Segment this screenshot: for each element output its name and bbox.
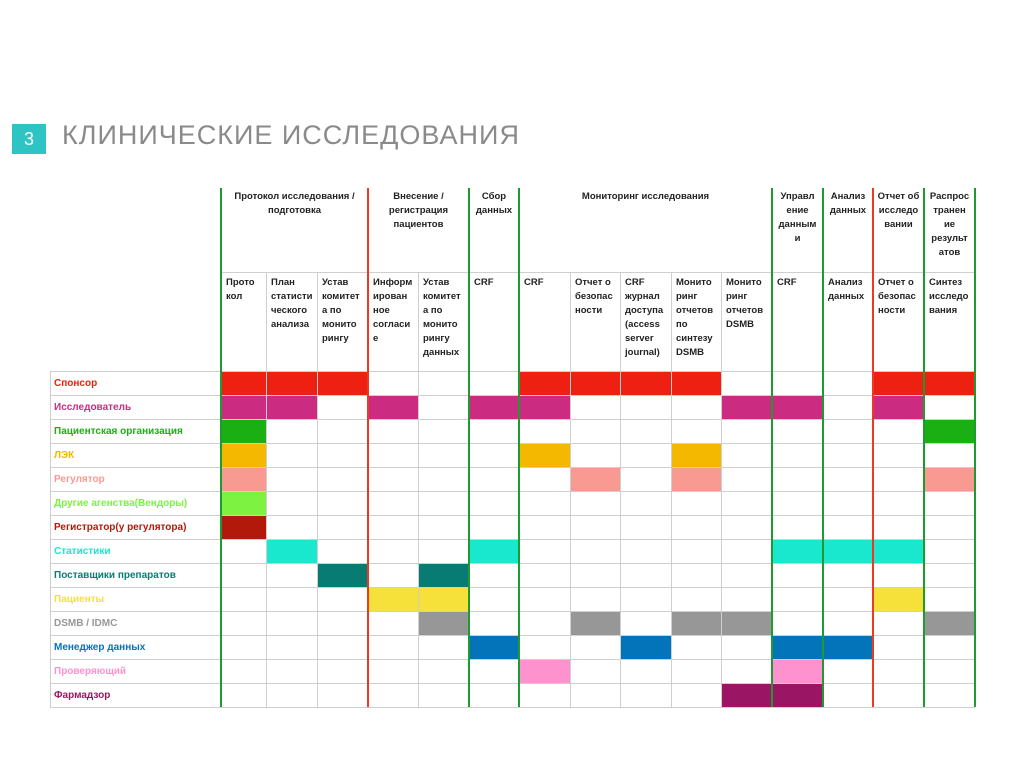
- matrix-cell-filled: [368, 587, 418, 611]
- row-label: Регулятор: [54, 473, 105, 485]
- matrix-cell-filled: [570, 371, 620, 395]
- grid-line-horizontal: [50, 443, 975, 444]
- matrix-cell-filled: [519, 371, 570, 395]
- group-divider: [923, 188, 925, 707]
- matrix-cell-filled: [924, 611, 975, 635]
- group-header: Отчет об исследо вании: [877, 191, 920, 230]
- grid-line-vertical: [671, 272, 672, 707]
- column-header: Информ ирован ное согласи е: [373, 277, 413, 344]
- grid-line-vertical: [570, 272, 571, 707]
- grid-line-horizontal: [50, 587, 975, 588]
- matrix-cell-filled: [671, 371, 721, 395]
- column-header: Анализ данных: [828, 277, 865, 302]
- matrix-cell-filled: [418, 563, 469, 587]
- grid-line-horizontal: [50, 515, 975, 516]
- matrix-cell-filled: [721, 395, 772, 419]
- matrix-cell-filled: [519, 395, 570, 419]
- matrix-cell-filled: [221, 515, 266, 539]
- matrix-cell-filled: [873, 395, 924, 419]
- column-header: Прото кол: [226, 277, 255, 302]
- grid-line-vertical: [50, 371, 51, 707]
- row-label: Поставщики препаратов: [54, 569, 176, 581]
- row-label: Фармадзор: [54, 689, 111, 701]
- matrix-cell-filled: [519, 659, 570, 683]
- column-header: План статисти ческого анализа: [271, 277, 313, 330]
- matrix-cell-filled: [772, 683, 823, 707]
- matrix-cell-filled: [519, 443, 570, 467]
- matrix-cell-filled: [721, 611, 772, 635]
- grid-line-horizontal: [50, 395, 975, 396]
- column-header: Синтез исследо вания: [929, 277, 969, 316]
- row-label: Пациентская организация: [54, 425, 183, 437]
- column-header: CRF: [524, 277, 544, 288]
- slide-title: КЛИНИЧЕСКИЕ ИССЛЕДОВАНИЯ: [62, 120, 520, 150]
- column-header: CRF: [777, 277, 797, 288]
- grid-line-vertical: [418, 272, 419, 707]
- matrix-cell-filled: [570, 611, 620, 635]
- matrix-cell-filled: [317, 563, 368, 587]
- group-divider: [468, 188, 470, 707]
- column-header: Монито ринг отчетов по синтезу DSMB: [676, 277, 714, 358]
- group-divider: [220, 188, 222, 707]
- column-header: CRF журнал доступа (access server journal): [625, 277, 664, 358]
- row-label: Пациенты: [54, 593, 105, 605]
- grid-line-horizontal: [50, 491, 975, 492]
- matrix-cell-filled: [221, 491, 266, 515]
- group-divider: [771, 188, 773, 707]
- matrix-cell-filled: [772, 659, 823, 683]
- grid-line-horizontal: [50, 635, 975, 636]
- group-divider: [974, 188, 976, 707]
- row-label: ЛЭК: [54, 449, 75, 461]
- matrix-cell-filled: [772, 539, 823, 563]
- grid-line-horizontal: [50, 371, 975, 372]
- matrix-cell-filled: [924, 467, 975, 491]
- grid-line-vertical: [721, 272, 722, 707]
- column-header: CRF: [474, 277, 494, 288]
- row-label: Статистики: [54, 545, 111, 557]
- column-header: Устав комитет а по монито рингу: [322, 277, 360, 344]
- matrix-cell-filled: [924, 419, 975, 443]
- row-label: Менеджер данных: [54, 641, 146, 653]
- matrix-cell-filled: [266, 539, 317, 563]
- group-header: Сбор данных: [475, 191, 513, 216]
- row-label: Спонсор: [54, 377, 98, 389]
- row-label: Регистратор(у регулятора): [54, 521, 187, 533]
- matrix-cell-filled: [620, 371, 671, 395]
- matrix-cell-filled: [317, 371, 368, 395]
- matrix-cell-filled: [873, 539, 924, 563]
- row-label: Другие агенства(Вендоры): [54, 497, 188, 509]
- matrix-cell-filled: [570, 467, 620, 491]
- group-header: Мониторинг исследования: [581, 191, 710, 202]
- grid-line-horizontal: [50, 419, 975, 420]
- grid-line-horizontal: [50, 563, 975, 564]
- matrix-cell-filled: [469, 635, 519, 659]
- grid-line-horizontal: [221, 272, 975, 273]
- group-divider: [518, 188, 520, 707]
- row-label: DSMB / IDMC: [54, 617, 118, 629]
- matrix-cell-filled: [266, 395, 317, 419]
- matrix-cell-filled: [924, 371, 975, 395]
- matrix-cell-filled: [418, 611, 469, 635]
- matrix-cell-filled: [873, 587, 924, 611]
- matrix-cell-filled: [671, 443, 721, 467]
- matrix-cell-filled: [823, 539, 873, 563]
- matrix-cell-filled: [221, 419, 266, 443]
- grid-line-horizontal: [50, 683, 975, 684]
- matrix-cell-filled: [469, 539, 519, 563]
- group-header: Протокол исследования / подготовка: [234, 191, 355, 216]
- column-header: Отчет о безопас ности: [878, 277, 916, 316]
- grid-line-horizontal: [50, 659, 975, 660]
- group-header: Управл ение данным и: [778, 191, 817, 244]
- row-label: Исследователь: [54, 401, 132, 413]
- matrix-cell-filled: [721, 683, 772, 707]
- matrix-cell-filled: [823, 635, 873, 659]
- matrix-cell-filled: [772, 395, 823, 419]
- column-header: Монито ринг отчетов DSMB: [726, 277, 764, 330]
- column-header: Устав комитет а по монито рингу данных: [423, 277, 461, 358]
- grid-line-vertical: [266, 272, 267, 707]
- matrix-cell-filled: [873, 371, 924, 395]
- grid-line-horizontal: [50, 707, 975, 708]
- matrix-cell-filled: [469, 395, 519, 419]
- grid-line-vertical: [317, 272, 318, 707]
- group-header: Анализ данных: [829, 191, 867, 216]
- matrix-cell-filled: [221, 395, 266, 419]
- group-header: Распрос транен ие результ атов: [929, 191, 970, 258]
- grid-line-vertical: [620, 272, 621, 707]
- matrix-cell-filled: [671, 467, 721, 491]
- slide-number-badge: 3: [12, 124, 46, 154]
- grid-line-horizontal: [50, 539, 975, 540]
- group-divider: [872, 188, 874, 707]
- group-divider: [822, 188, 824, 707]
- matrix-cell-filled: [772, 635, 823, 659]
- group-divider: [367, 188, 369, 707]
- matrix-cell-filled: [418, 587, 469, 611]
- matrix-cell-filled: [221, 467, 266, 491]
- matrix-cell-filled: [266, 371, 317, 395]
- row-label: Проверяющий: [54, 665, 127, 677]
- matrix-cell-filled: [620, 635, 671, 659]
- matrix-cell-filled: [671, 611, 721, 635]
- matrix-cell-filled: [221, 443, 266, 467]
- matrix-cell-filled: [221, 371, 266, 395]
- column-header: Отчет о безопас ности: [575, 277, 613, 316]
- grid-line-horizontal: [50, 467, 975, 468]
- grid-line-horizontal: [50, 611, 975, 612]
- matrix-cell-filled: [368, 395, 418, 419]
- group-header: Внесение / регистрация пациентов: [388, 191, 449, 230]
